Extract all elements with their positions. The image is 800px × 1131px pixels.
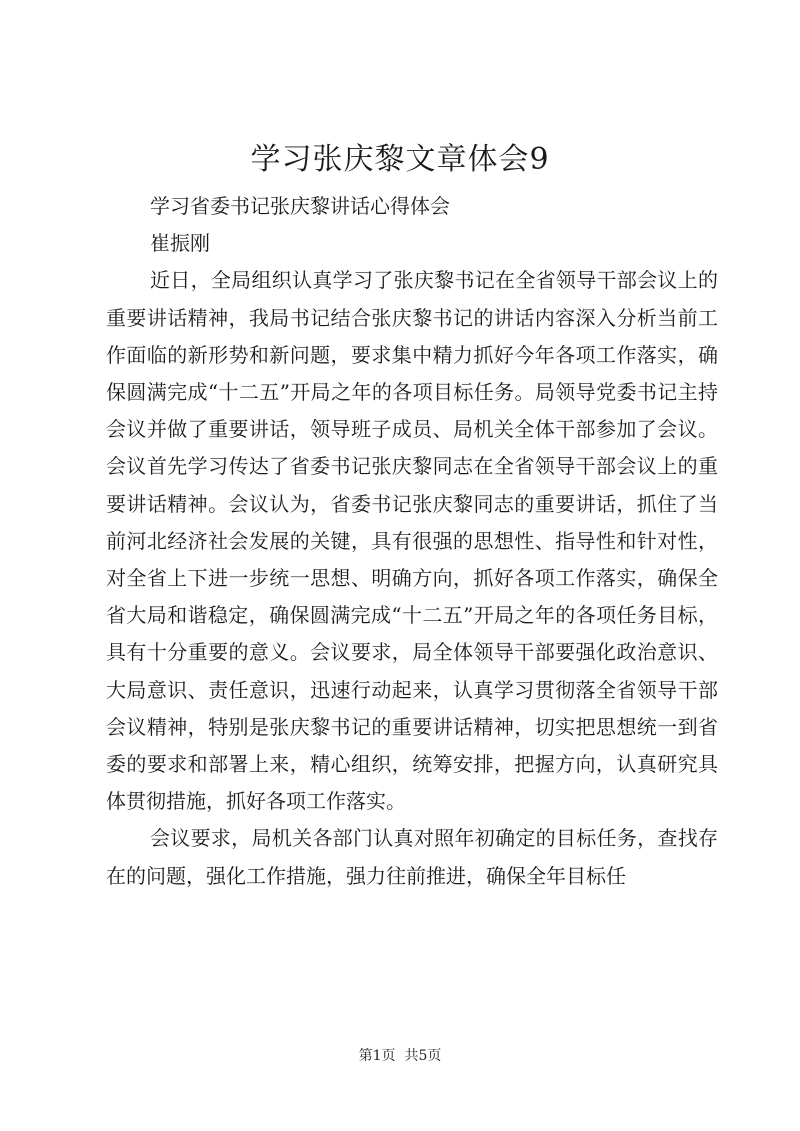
document-title: 学习张庆黎文章体会9	[250, 142, 550, 177]
body-paragraph-1: 近日，全局组织认真学习了张庆黎书记在全省领导干部会议上的重要讲话精神，我局书记结合张庆黎书记的讲话内容深入分析当前工作面临的新形势和新问题，要求集中精力抓好今年各项工作落实，确保圆满完成“十二五”开局之年的各项目标任务。局领导党委书记主持会议并做了重要讲话，领导班子成员、局机关全体干部参加了会议。会议首先学习传达了省委书记张庆黎同志在全省领导干部会议上的重要讲话精神。会议认为，省委书记张庆黎同志的重要讲话，抓住了当前河北经济社会发展的关键，具有很强的思想性、指导性和针对性，对全省上下进一步统一思想、明确方向，抓好各项工作落实，确保全省大局和谐稳定，确保圆满完成“十二五”开局之年的各项任务目标，具有十分重要的意义。会议要求，局全体领导干部要强化政治意识、大局意识、责任意识，迅速行动起来，认真学习贯彻落全省领导干部会议精神，特别是张庆黎书记的重要讲话精神，切实把思想统一到省委的要求和部署上来，精心组织，统筹安排，把握方向，认真研究具体贯彻措施，抓好各项工作落实。	[106, 268, 718, 814]
author-line: 崔振刚	[150, 231, 210, 256]
page-footer	[0, 1046, 800, 1066]
subtitle-line: 学习省委书记张庆黎讲话心得体会	[150, 194, 450, 218]
body-paragraph-2: 会议要求，局机关各部门认真对照年初确定的目标任务，查找存在的问题，强化工作措施，强力往前推进，确保全年目标任	[106, 826, 718, 888]
document-body	[106, 188, 718, 895]
page-number-label: 第1页 共5页	[358, 1048, 442, 1064]
